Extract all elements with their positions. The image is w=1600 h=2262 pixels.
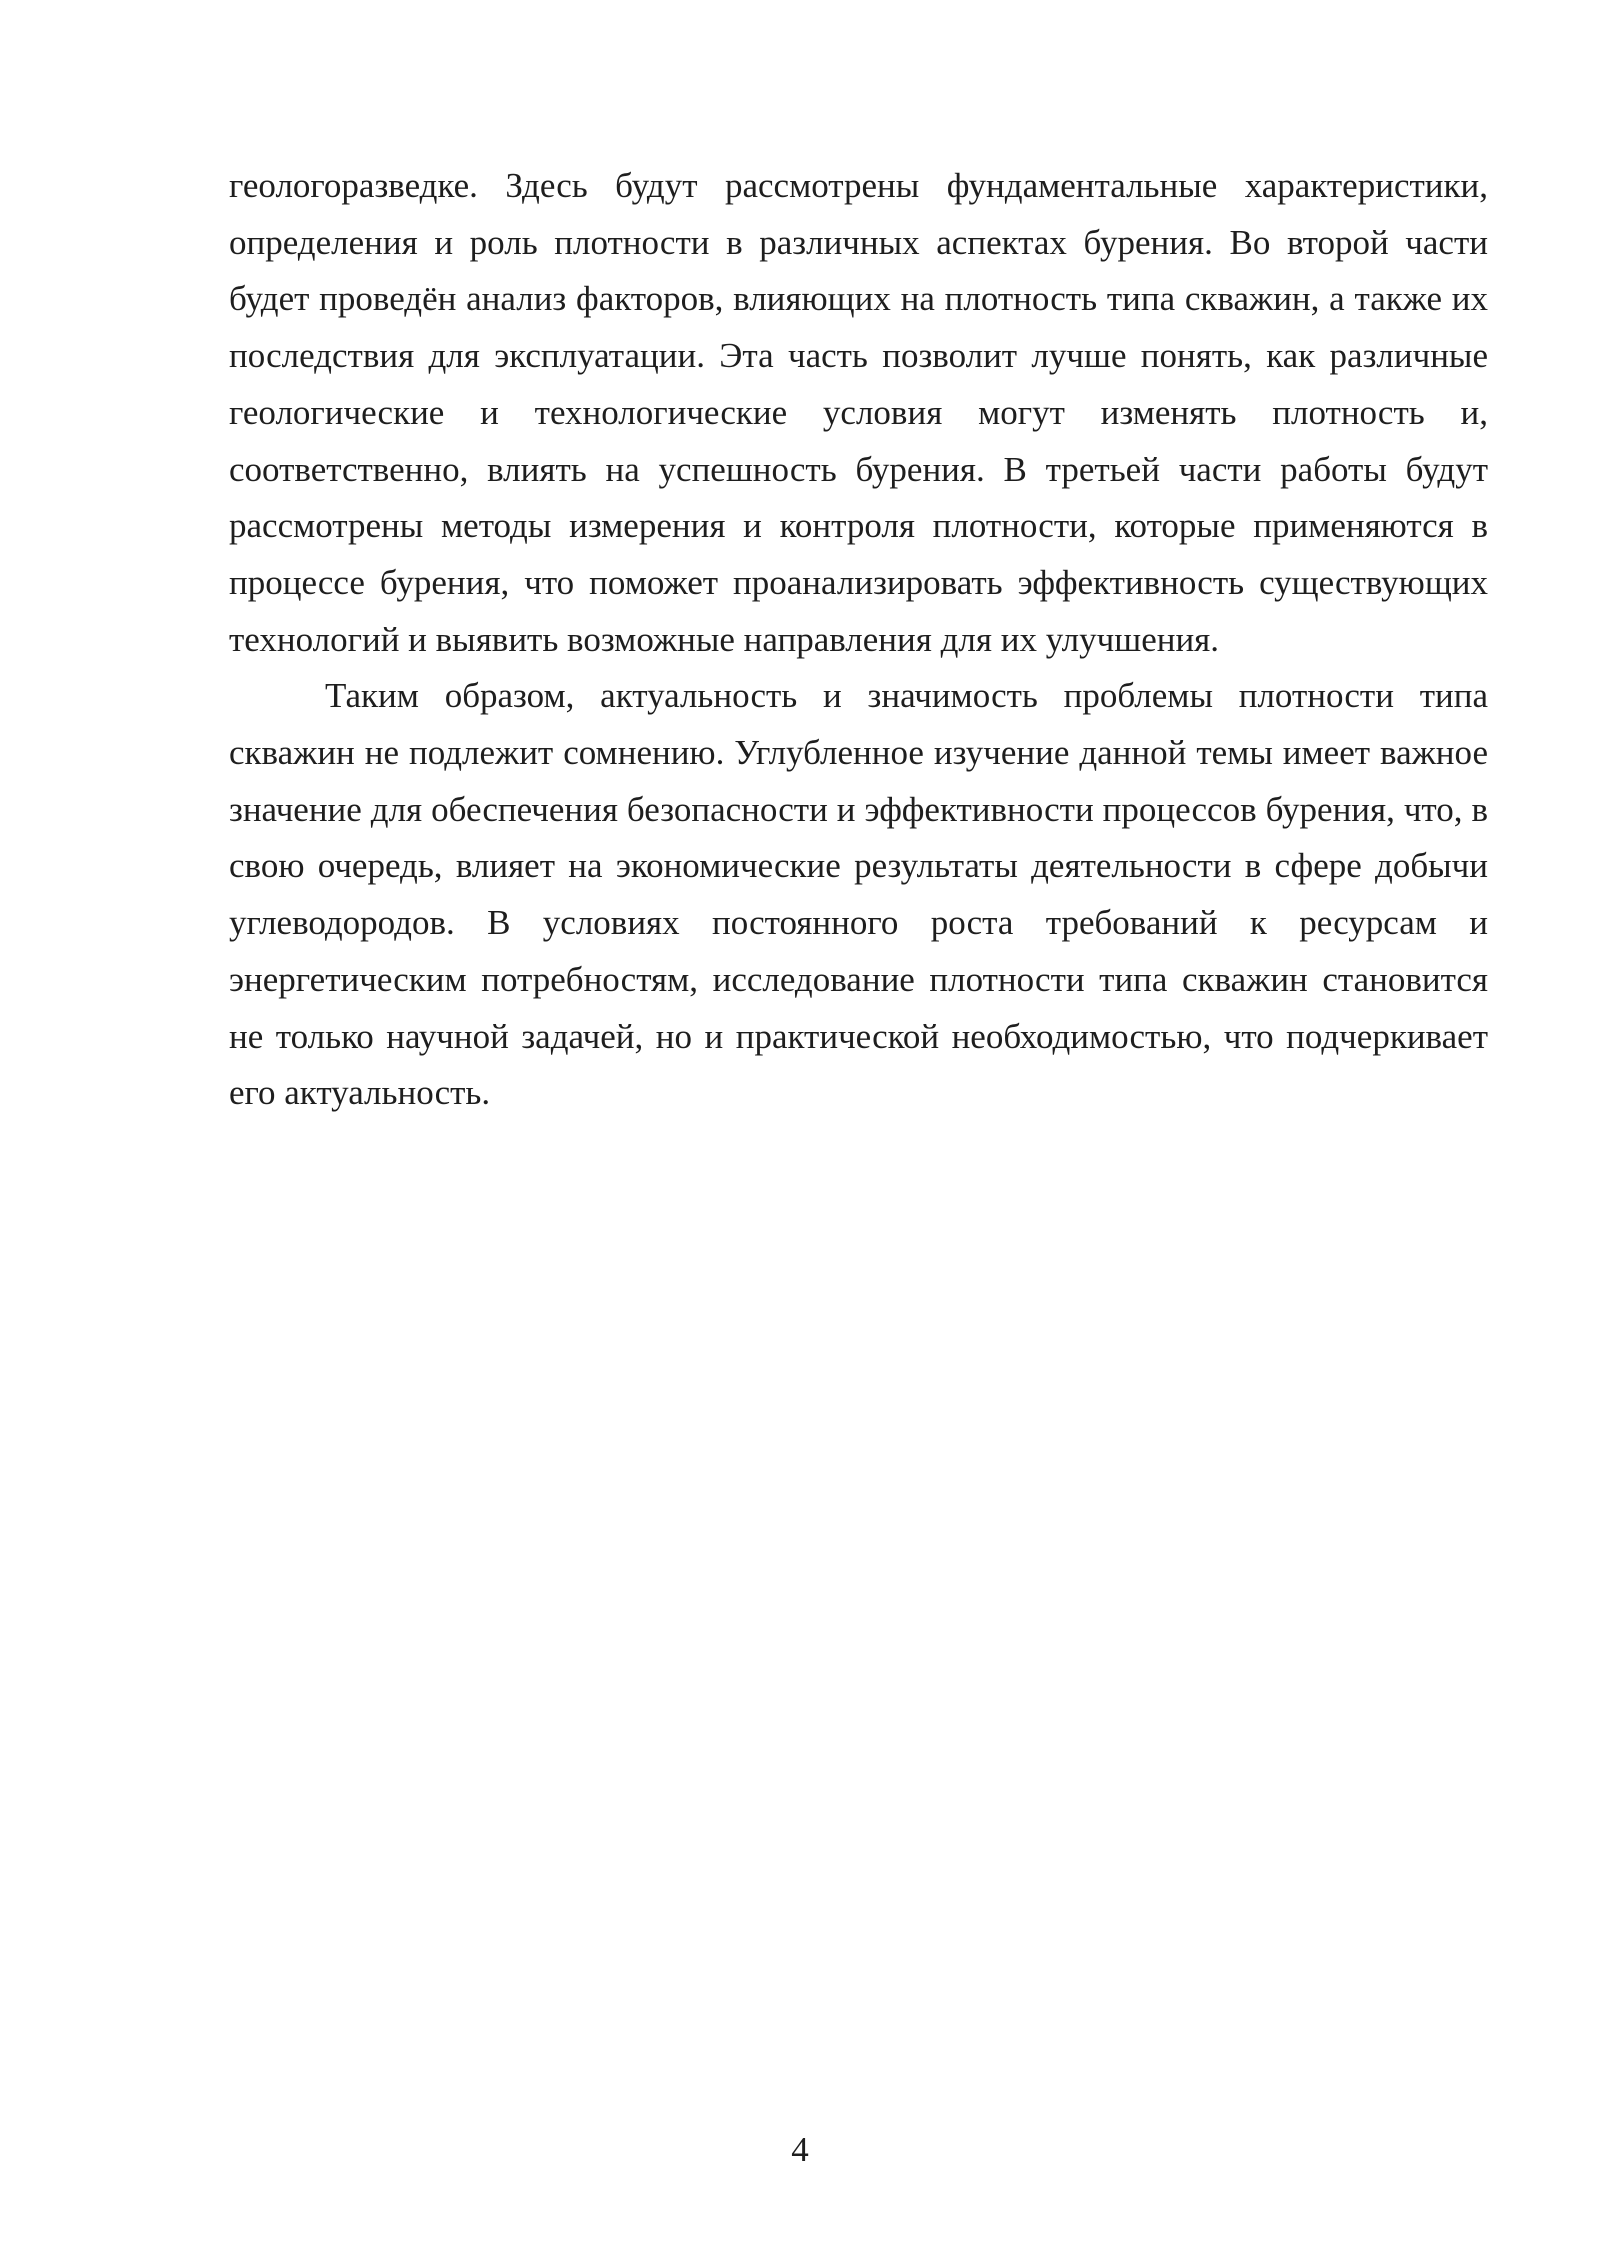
paragraph-conclusion: Таким образом, актуальность и значимость проблемы плотности типа скважин не подлежит сомнению. Углубленное изучение данной темы имеет важное значение для обеспечения безопасности и эффективности процессов бурения, что, в свою очередь, влияет на экономические результаты деятельности в сфере добычи углеводородов. В условиях постоянного роста требований к ресурсам и энергетическим потребностям, исследование плотности типа скважин становится не только научной задачей, но и практической необходимостью, что подчеркивает его актуальность. [229, 676, 1488, 1113]
paragraph-continuation: геологоразведке. Здесь будут рассмотрены фундаментальные характеристики, определения и роль плотности в различных аспектах бурения. Во второй части будет проведён анализ факторов, влияющих на плотность типа скважин, а также их последствия для эксплуатации. Эта часть позволит лучше понять, как различные геологические и технологические условия могут изменять плотность и, соответственно, влиять на успешность бурения. В третьей части работы будут рассмотрены методы измерения и контроля плотности, которые применяются в процессе бурения, что поможет проанализировать эффективность существующих технологий и выявить возможные направления для их улучшения. [229, 166, 1488, 659]
body-text [229, 158, 1488, 1122]
page-number: 4 [791, 2130, 809, 2169]
